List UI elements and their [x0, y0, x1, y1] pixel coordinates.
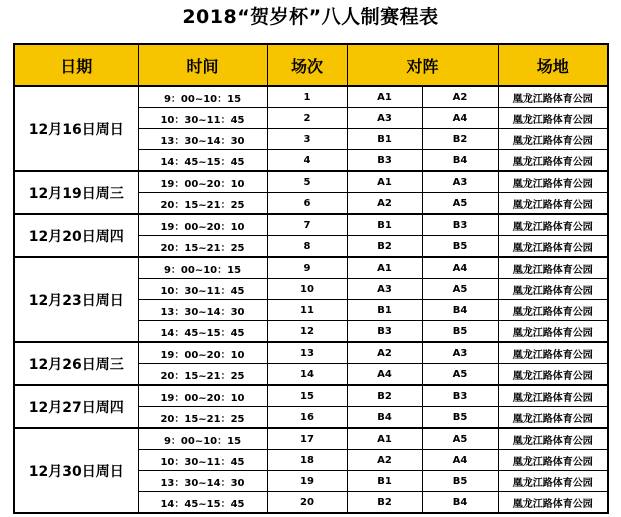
table-row [14, 171, 608, 193]
team-b-cell: A5 [422, 364, 498, 386]
header-versus: 对阵 [347, 44, 498, 86]
team-a-cell: A1 [347, 428, 422, 450]
team-a-cell: B4 [347, 407, 422, 429]
team-a-cell: B1 [347, 129, 422, 150]
team-b-cell: B5 [422, 407, 498, 429]
match-number-cell: 9 [267, 257, 347, 279]
date-cell: 12月30日周日 [14, 428, 138, 513]
venue-cell: 凰龙江路体育公园 [498, 321, 608, 343]
team-a-cell: A4 [347, 364, 422, 386]
team-b-cell: B5 [422, 236, 498, 258]
team-a-cell: A2 [347, 342, 422, 364]
date-cell: 12月23日周日 [14, 257, 138, 342]
match-number-cell: 2 [267, 108, 347, 129]
team-a-cell: A2 [347, 450, 422, 471]
venue-cell: 凰龙江路体育公园 [498, 150, 608, 172]
schedule-body [14, 86, 608, 513]
time-cell: 14：45~15：45 [138, 492, 267, 514]
team-b-cell: B4 [422, 300, 498, 321]
time-cell: 19：00~20：10 [138, 342, 267, 364]
time-cell: 9：00~10：15 [138, 86, 267, 108]
time-cell: 13：30~14：30 [138, 300, 267, 321]
team-a-cell: B1 [347, 214, 422, 236]
time-cell: 10：30~11：45 [138, 450, 267, 471]
match-number-cell: 13 [267, 342, 347, 364]
match-number-cell: 18 [267, 450, 347, 471]
schedule-table [13, 43, 609, 514]
venue-cell: 凰龙江路体育公园 [498, 407, 608, 429]
team-b-cell: B3 [422, 385, 498, 407]
team-a-cell: B3 [347, 150, 422, 172]
venue-cell: 凰龙江路体育公园 [498, 385, 608, 407]
team-a-cell: A1 [347, 171, 422, 193]
team-b-cell: A4 [422, 450, 498, 471]
time-cell: 20：15~21：25 [138, 407, 267, 429]
venue-cell: 凰龙江路体育公园 [498, 342, 608, 364]
date-cell: 12月19日周三 [14, 171, 138, 214]
team-b-cell: B5 [422, 321, 498, 343]
table-row [14, 86, 608, 108]
header-match: 场次 [267, 44, 347, 86]
team-a-cell: A1 [347, 86, 422, 108]
team-b-cell: A5 [422, 428, 498, 450]
team-b-cell: B3 [422, 214, 498, 236]
venue-cell: 凰龙江路体育公园 [498, 471, 608, 492]
time-cell: 20：15~21：25 [138, 364, 267, 386]
table-row [14, 214, 608, 236]
team-a-cell: B1 [347, 300, 422, 321]
team-a-cell: B2 [347, 236, 422, 258]
match-number-cell: 17 [267, 428, 347, 450]
team-b-cell: A5 [422, 279, 498, 300]
venue-cell: 凰龙江路体育公园 [498, 214, 608, 236]
match-number-cell: 12 [267, 321, 347, 343]
match-number-cell: 15 [267, 385, 347, 407]
match-number-cell: 6 [267, 193, 347, 215]
venue-cell: 凰龙江路体育公园 [498, 236, 608, 258]
team-a-cell: A3 [347, 108, 422, 129]
time-cell: 20：15~21：25 [138, 193, 267, 215]
match-number-cell: 20 [267, 492, 347, 514]
table-row [14, 385, 608, 407]
header-time: 时间 [138, 44, 267, 86]
team-a-cell: B2 [347, 492, 422, 514]
time-cell: 14：45~15：45 [138, 321, 267, 343]
header-row [14, 44, 608, 86]
time-cell: 19：00~20：10 [138, 385, 267, 407]
time-cell: 10：30~11：45 [138, 108, 267, 129]
venue-cell: 凰龙江路体育公园 [498, 428, 608, 450]
time-cell: 13：30~14：30 [138, 471, 267, 492]
table-row [14, 428, 608, 450]
date-cell: 12月20日周四 [14, 214, 138, 257]
time-cell: 9：00~10：15 [138, 428, 267, 450]
venue-cell: 凰龙江路体育公园 [498, 279, 608, 300]
time-cell: 13：30~14：30 [138, 129, 267, 150]
team-b-cell: A3 [422, 342, 498, 364]
header-date: 日期 [14, 44, 138, 86]
match-number-cell: 11 [267, 300, 347, 321]
match-number-cell: 8 [267, 236, 347, 258]
match-number-cell: 5 [267, 171, 347, 193]
table-row [14, 257, 608, 279]
time-cell: 20：15~21：25 [138, 236, 267, 258]
team-b-cell: B5 [422, 471, 498, 492]
team-b-cell: B2 [422, 129, 498, 150]
team-a-cell: B1 [347, 471, 422, 492]
team-b-cell: A5 [422, 193, 498, 215]
venue-cell: 凰龙江路体育公园 [498, 492, 608, 514]
venue-cell: 凰龙江路体育公园 [498, 108, 608, 129]
team-b-cell: A4 [422, 108, 498, 129]
date-cell: 12月26日周三 [14, 342, 138, 385]
time-cell: 10：30~11：45 [138, 279, 267, 300]
team-b-cell: B4 [422, 150, 498, 172]
venue-cell: 凰龙江路体育公园 [498, 193, 608, 215]
team-a-cell: B3 [347, 321, 422, 343]
venue-cell: 凰龙江路体育公园 [498, 129, 608, 150]
team-a-cell: A3 [347, 279, 422, 300]
team-a-cell: B2 [347, 385, 422, 407]
venue-cell: 凰龙江路体育公园 [498, 171, 608, 193]
team-b-cell: A4 [422, 257, 498, 279]
time-cell: 19：00~20：10 [138, 214, 267, 236]
match-number-cell: 1 [267, 86, 347, 108]
table-row [14, 342, 608, 364]
team-b-cell: A3 [422, 171, 498, 193]
match-number-cell: 16 [267, 407, 347, 429]
venue-cell: 凰龙江路体育公园 [498, 257, 608, 279]
match-number-cell: 3 [267, 129, 347, 150]
time-cell: 19：00~20：10 [138, 171, 267, 193]
time-cell: 14：45~15：45 [138, 150, 267, 172]
match-number-cell: 19 [267, 471, 347, 492]
team-a-cell: A1 [347, 257, 422, 279]
match-number-cell: 7 [267, 214, 347, 236]
match-number-cell: 4 [267, 150, 347, 172]
team-a-cell: A2 [347, 193, 422, 215]
venue-cell: 凰龙江路体育公园 [498, 300, 608, 321]
time-cell: 9：00~10：15 [138, 257, 267, 279]
header-venue: 场地 [498, 44, 608, 86]
date-cell: 12月16日周日 [14, 86, 138, 171]
venue-cell: 凰龙江路体育公园 [498, 450, 608, 471]
team-b-cell: A2 [422, 86, 498, 108]
venue-cell: 凰龙江路体育公园 [498, 86, 608, 108]
team-b-cell: B4 [422, 492, 498, 514]
match-number-cell: 14 [267, 364, 347, 386]
match-number-cell: 10 [267, 279, 347, 300]
page-title: 2018“贺岁杯”八人制赛程表 [182, 6, 439, 28]
date-cell: 12月27日周四 [14, 385, 138, 428]
venue-cell: 凰龙江路体育公园 [498, 364, 608, 386]
